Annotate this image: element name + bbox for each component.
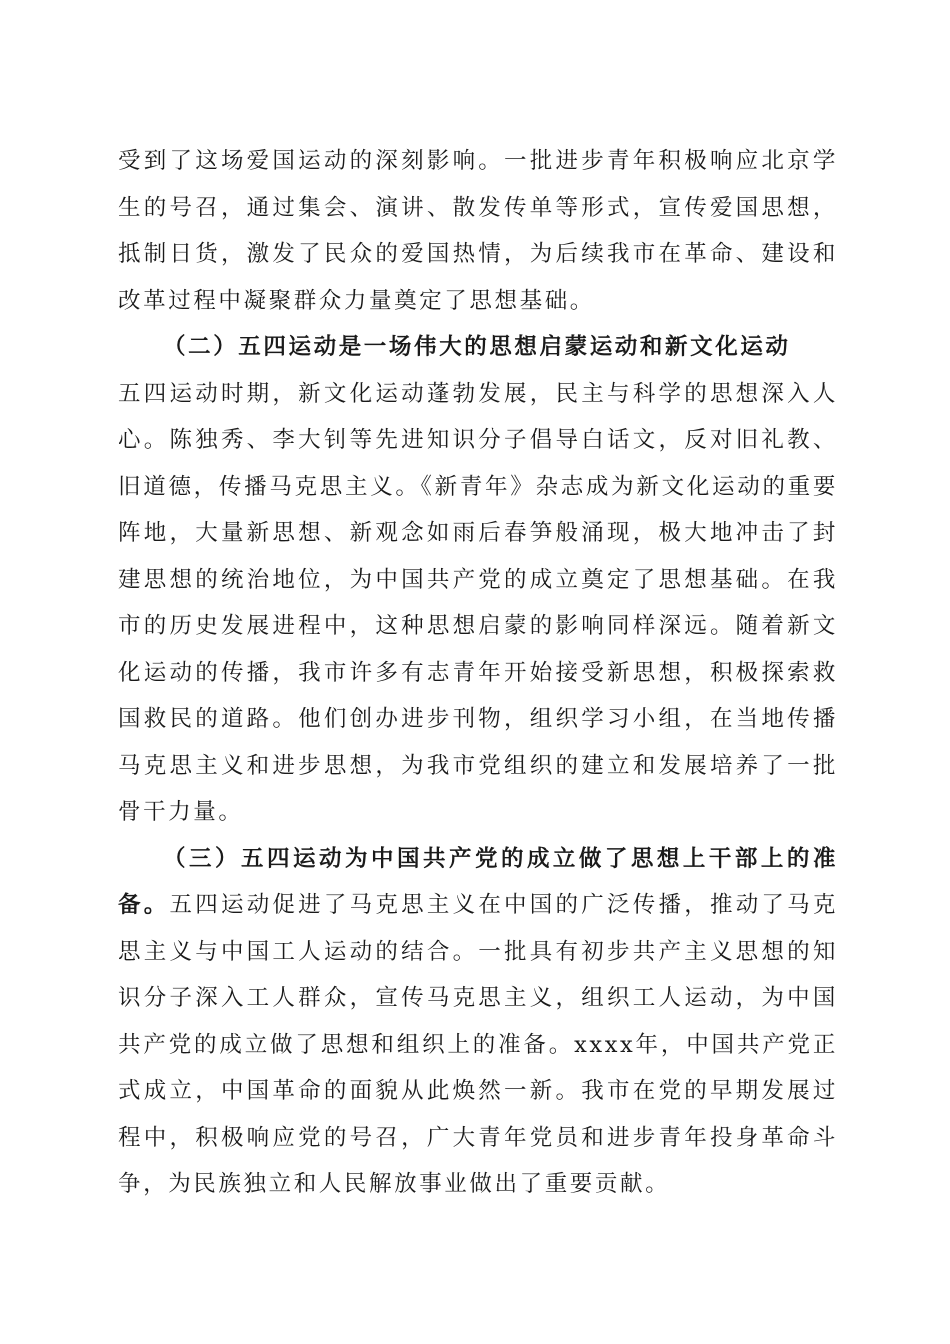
section-3-heading: （三）五四运动为中国共产党的成立做了思想上干部上的准备。 [118, 845, 838, 918]
section-3-paragraph [118, 836, 838, 1208]
section-2-heading: （二）五四运动是一场伟大的思想启蒙运动和新文化运动 [163, 334, 791, 360]
section-2-body: 五四运动时期，新文化运动蓬勃发展，民主与科学的思想深入人心。陈独秀、李大钊等先进知识分子倡导白话文，反对旧礼教、旧道德，传播马克思主义。《新青年》杂志成为新文化运动的重要阵地，大量新思想、新观念如雨后春笋般涌现，极大地冲击了封建思想的统治地位，为中国共产党的成立奠定了思想基础。在我市的历史发展进程中，这种思想启蒙的影响同样深远。随着新文化运动的传播，我市许多有志青年开始接受新思想，积极探索救国救民的道路。他们创办进步刊物，组织学习小组，在当地传播马克思主义和进步思想，为我市党组织的建立和发展培养了一批骨干力量。 [118, 380, 838, 825]
paragraph-continuation: 受到了这场爱国运动的深刻影响。一批进步青年积极响应北京学生的号召，通过集会、演讲、散发传单等形式，宣传爱国思想，抵制日货，激发了民众的爱国热情，为后续我市在革命、建设和改革过程中凝聚群众力量奠定了思想基础。 [118, 148, 838, 314]
section-3-body: 五四运动促进了马克思主义在中国的广泛传播，推动了马克思主义与中国工人运动的结合。一批具有初步共产主义思想的知识分子深入工人群众，宣传马克思主义，组织工人运动，为中国共产党的成立做了思想和组织上的准备。xxxx年，中国共产党正式成立，中国革命的面貌从此焕然一新。我市在党的早期发展过程中，积极响应党的号召，广大青年党员和进步青年投身革命斗争，为民族独立和人民解放事业做出了重要贡献。 [118, 892, 838, 1197]
document-body [118, 138, 838, 1208]
